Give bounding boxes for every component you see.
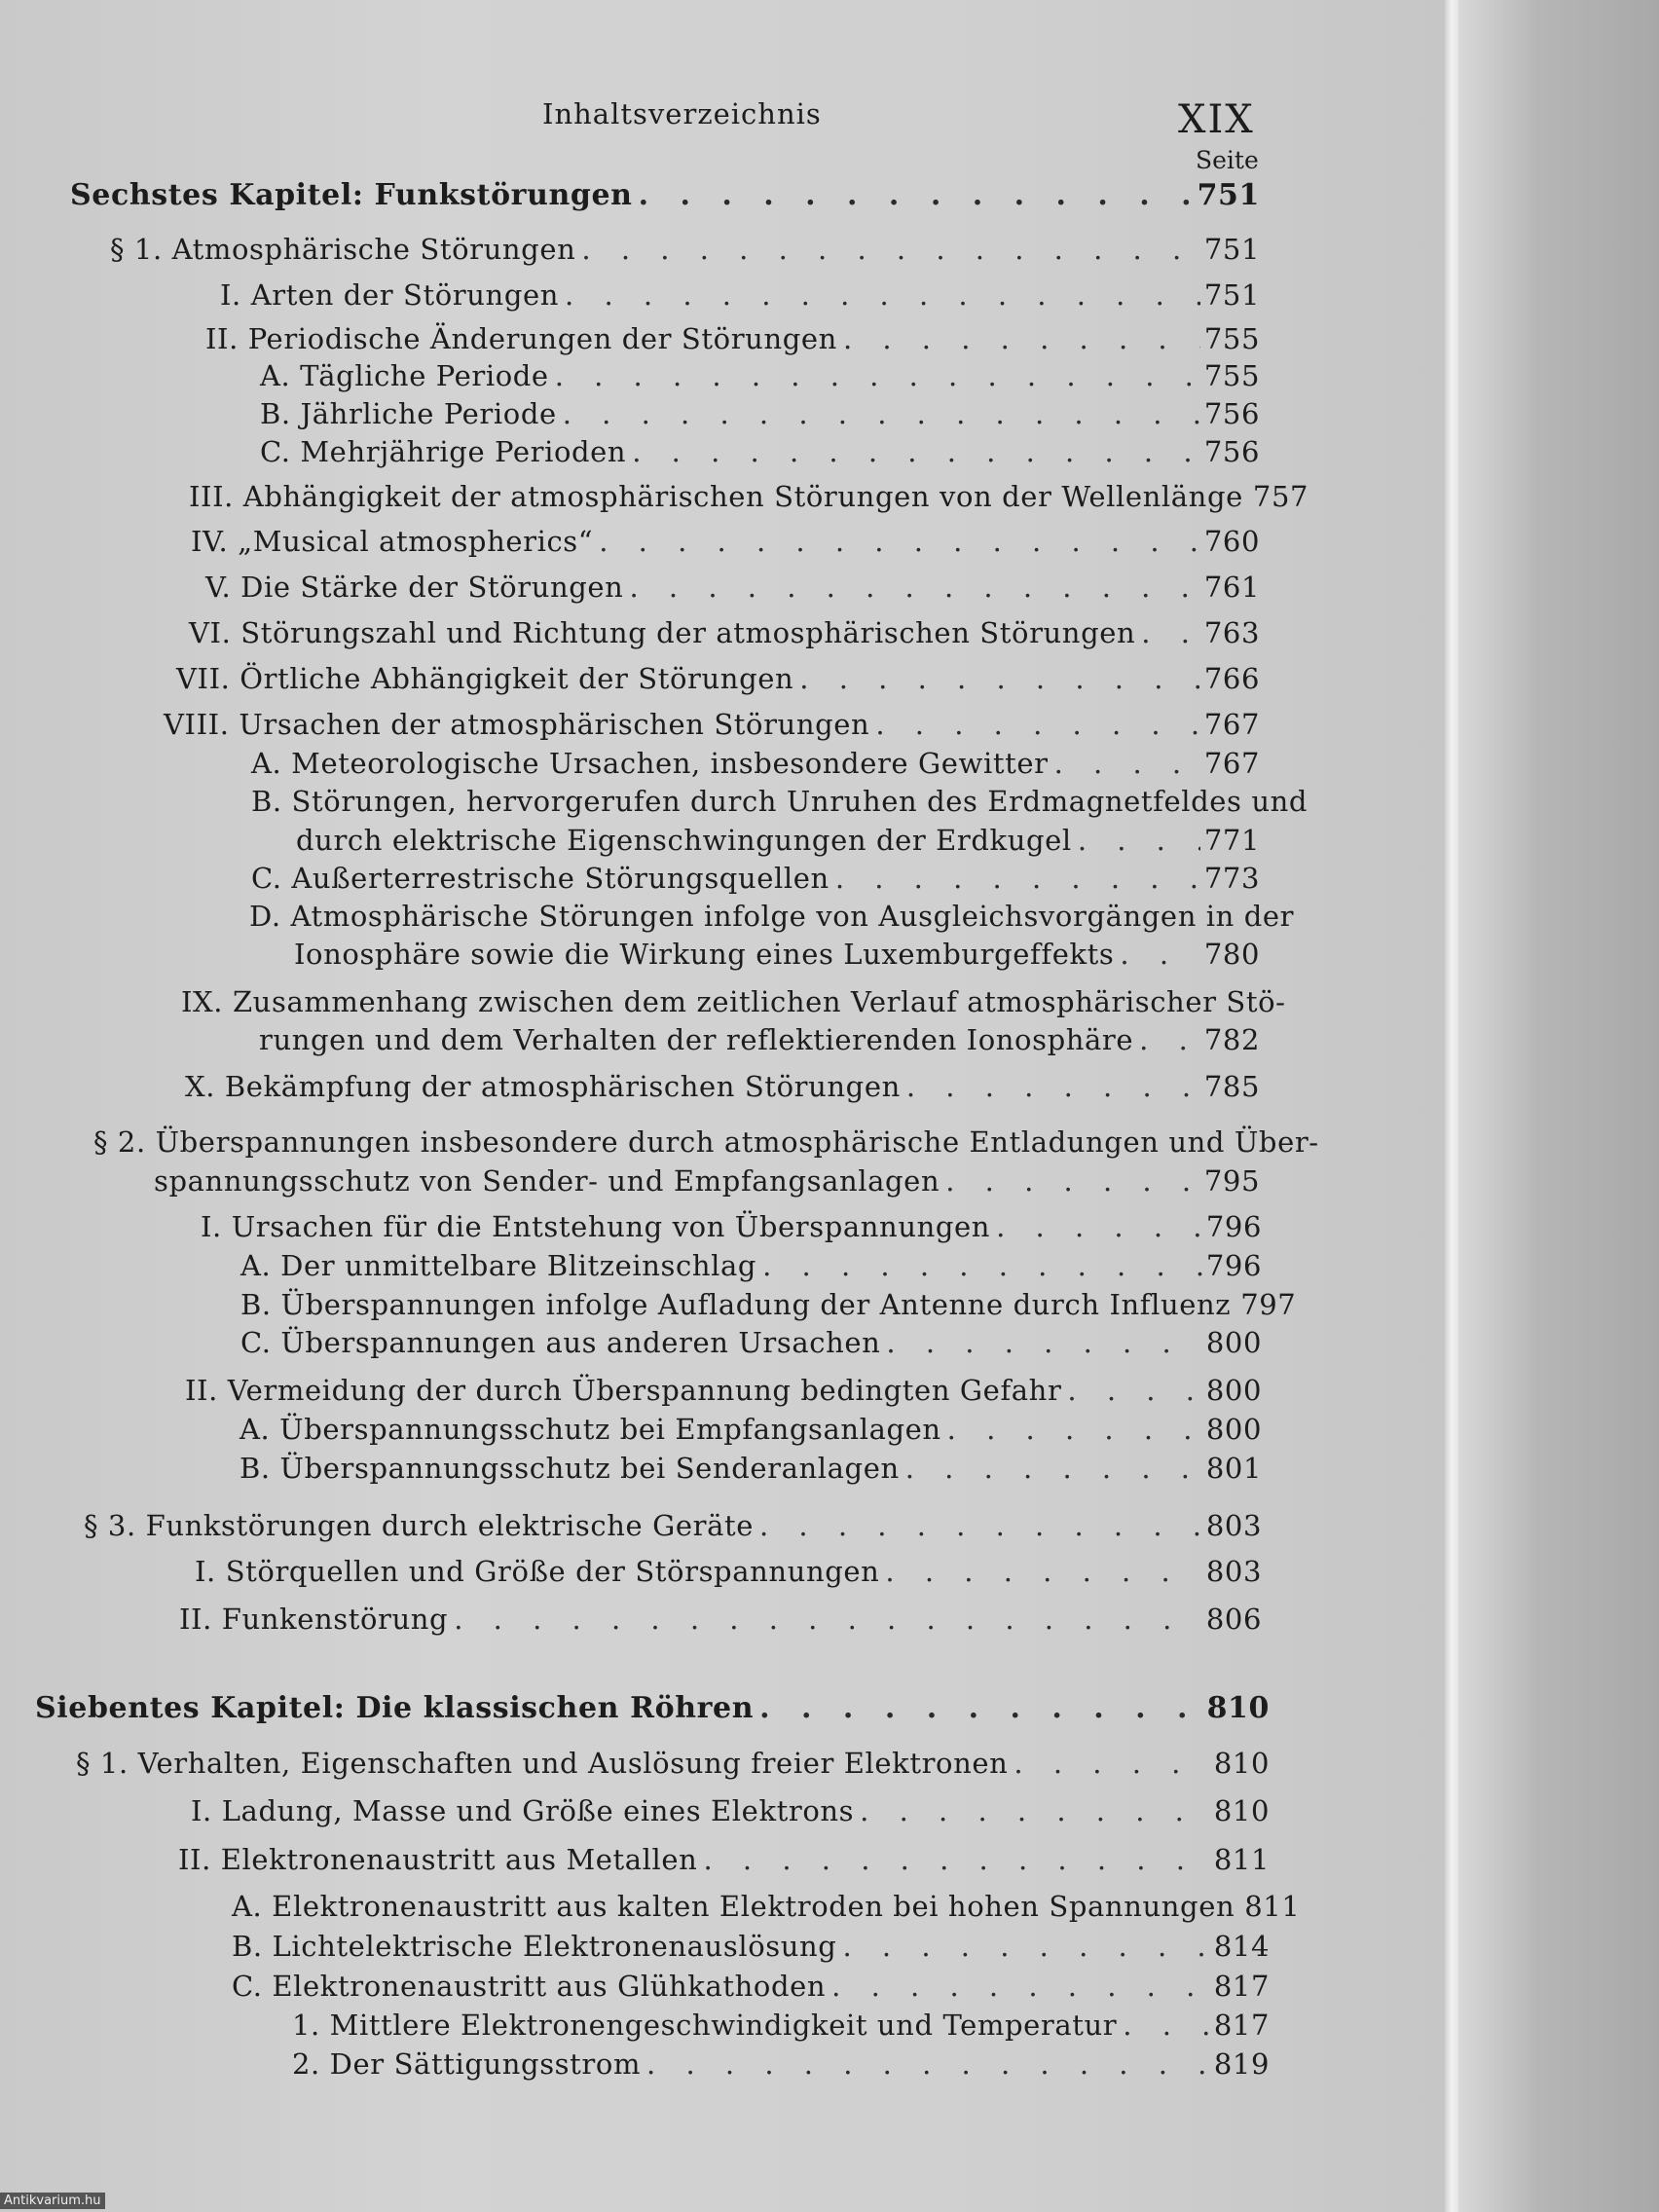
toc-entry	[191, 1791, 1270, 1830]
toc-entry-label: B. Jährliche Periode	[260, 397, 557, 430]
toc-page-ref: 819	[1213, 2047, 1270, 2081]
toc-entry	[296, 821, 1260, 860]
running-title: Inhaltsverzeichnis	[542, 97, 822, 130]
toc-entry	[260, 432, 1260, 471]
toc-entry-continued: B. Störungen, hervorgerufen durch Unruhen des Erdmagnetfeldes und	[251, 785, 1309, 818]
toc-entry-label: VIII. Ursachen der atmosphärischen Störungen	[164, 708, 870, 741]
toc-page-ref: 751	[1203, 233, 1260, 266]
toc-entry-label: Siebentes Kapitel: Die klassischen Röhren	[35, 1691, 755, 1725]
toc-entry	[232, 1887, 1301, 1926]
toc-entry	[240, 1323, 1262, 1362]
toc-page-ref: 785	[1203, 1070, 1260, 1103]
toc-page-ref: 795	[1203, 1164, 1260, 1198]
toc-page-ref: 817	[1213, 1970, 1270, 2003]
toc-entry-label: VI. Störungszahl und Richtung der atmosphärischen Störungen	[189, 616, 1136, 649]
toc-entry-label: C. Außerterrestrische Störungsquellen	[251, 862, 830, 895]
toc-page-ref: 751	[1203, 278, 1260, 312]
toc-page-ref: 800	[1205, 1326, 1262, 1359]
toc-entry	[189, 613, 1260, 652]
toc-page-ref: 782	[1203, 1023, 1260, 1056]
toc-entry	[110, 230, 1260, 269]
toc-entry-label: II. Funkenstörung	[179, 1603, 449, 1636]
toc-page-ref: 810	[1213, 1794, 1270, 1827]
toc-entry-continued: D. Atmosphärische Störungen infolge von Ausgleichsvorgängen in der	[249, 900, 1295, 933]
toc-page-ref: 803	[1205, 1509, 1262, 1542]
toc-entry	[292, 2006, 1270, 2045]
toc-entry-label: C. Überspannungen aus anderen Ursachen	[240, 1326, 881, 1359]
toc-entry-label: B. Überspannungsschutz bei Senderanlagen	[240, 1452, 900, 1485]
toc-entry-label: V. Die Stärke der Störungen	[205, 571, 624, 604]
toc-entry	[84, 1506, 1262, 1545]
toc-entry	[205, 568, 1260, 607]
toc-entry	[176, 659, 1260, 698]
toc-entry-label: II. Vermeidung der durch Überspannung bedingten Gefahr	[185, 1374, 1062, 1407]
toc-entry-label: C. Mehrjährige Perioden	[260, 435, 627, 468]
toc-page-ref: 800	[1205, 1413, 1262, 1446]
toc-page-ref: 756	[1203, 435, 1260, 468]
toc-page-ref: 755	[1203, 359, 1260, 392]
toc-page-ref: 755	[1203, 322, 1260, 355]
toc-entry	[240, 1410, 1262, 1449]
toc-page-ref: 797	[1240, 1288, 1297, 1321]
page-column-label: Seite	[1196, 146, 1259, 174]
toc-entry	[205, 319, 1260, 358]
toc-entry-label: § 1. Atmosphärische Störungen	[110, 233, 576, 266]
toc-entry	[178, 1840, 1270, 1879]
toc-entry	[220, 276, 1260, 314]
toc-entry-label: I. Ursachen für die Entstehung von Überspannungen	[201, 1210, 991, 1243]
toc-page-ref: 767	[1203, 708, 1260, 741]
toc-entry-label: 1. Mittlere Elektronengeschwindigkeit und Temperatur	[292, 2009, 1118, 2042]
toc-entry	[240, 1449, 1262, 1488]
toc-entry	[232, 1927, 1270, 1966]
toc-entry	[260, 356, 1260, 395]
toc-entry-label: Sechstes Kapitel: Funkstörungen	[70, 178, 633, 212]
toc-page-ref: 796	[1205, 1210, 1262, 1243]
toc-entry	[292, 2045, 1270, 2083]
toc-entry-label: 2. Der Sättigungsstrom	[292, 2047, 642, 2081]
toc-entry-label: C. Elektronenaustritt aus Glühkathoden	[232, 1970, 827, 2003]
toc-entry	[185, 1371, 1262, 1410]
toc-entry-label: I. Störquellen und Größe der Störspannungen	[195, 1555, 880, 1588]
toc-entry-label: II. Periodische Änderungen der Störungen	[205, 322, 837, 355]
toc-page-ref: 756	[1203, 397, 1260, 430]
toc-entry	[185, 1067, 1260, 1106]
page-edge	[1445, 0, 1458, 2212]
toc-page-ref: 761	[1203, 571, 1260, 604]
toc-chapter-7	[35, 1689, 1270, 1728]
toc-entry	[259, 1020, 1260, 1059]
toc-entry-label: B. Lichtelektrische Elektronenauslösung	[232, 1930, 837, 1963]
toc-entry	[179, 1600, 1262, 1639]
toc-page-ref: 801	[1205, 1452, 1262, 1485]
toc-entry-continued: IX. Zusammenhang zwischen dem zeitlichen Verlauf atmosphärischer Stö-	[181, 985, 1286, 1018]
toc-page-ref: 771	[1203, 824, 1260, 857]
toc-entry	[294, 935, 1260, 974]
toc-page-ref: 763	[1203, 616, 1260, 649]
toc-page-ref: 751	[1197, 178, 1260, 212]
toc-page-ref: 796	[1205, 1249, 1262, 1282]
toc-entry	[164, 705, 1260, 744]
toc-page-ref: 773	[1203, 862, 1260, 895]
toc-entry-continued: § 2. Überspannungen insbesondere durch atmosphärische Entladungen und Über-	[93, 1125, 1319, 1159]
toc-entry-label: § 3. Funkstörungen durch elektrische Geräte	[84, 1509, 754, 1542]
toc-entry-label: A. Der unmittelbare Blitzeinschlag	[240, 1249, 757, 1282]
toc-entry	[189, 477, 1309, 516]
toc-entry-label: II. Elektronenaustritt aus Metallen	[178, 1843, 698, 1876]
toc-page-ref: 760	[1203, 525, 1260, 558]
toc-entry	[260, 394, 1260, 433]
toc-page-ref: 810	[1206, 1691, 1270, 1725]
toc-entry-label: A. Elektronenaustritt aus kalten Elektroden bei hohen Spannungen	[232, 1890, 1235, 1923]
toc-entry	[191, 522, 1260, 561]
toc-entry	[240, 1246, 1262, 1285]
toc-page-ref: 817	[1213, 2009, 1270, 2042]
scan-background	[1458, 0, 1659, 2212]
toc-entry-label: durch elektrische Eigenschwingungen der Erdkugel	[296, 824, 1072, 857]
toc-entry-label: A. Meteorologische Ursachen, insbesondere Gewitter	[251, 747, 1049, 780]
toc-entry-label: A. Überspannungsschutz bei Empfangsanlagen	[240, 1413, 941, 1446]
toc-page-ref: 757	[1252, 480, 1309, 513]
toc-page-ref: 806	[1205, 1603, 1262, 1636]
toc-entry-label: III. Abhängigkeit der atmosphärischen Störungen von der Wellenlänge	[189, 480, 1243, 513]
toc-entry-label: Ionosphäre sowie die Wirkung eines Luxemburgeffekts	[294, 938, 1115, 971]
toc-entry	[251, 859, 1260, 898]
toc-page-ref: 810	[1213, 1747, 1270, 1780]
toc-chapter-6	[70, 176, 1260, 215]
toc-entry	[195, 1552, 1262, 1591]
toc-entry	[232, 1967, 1270, 2006]
toc-page-ref: 767	[1203, 747, 1260, 780]
toc-page-ref: 803	[1205, 1555, 1262, 1588]
toc-page-ref: 766	[1203, 662, 1260, 695]
toc-entry-label: B. Überspannungen infolge Aufladung der Antenne durch Influenz	[240, 1288, 1232, 1321]
toc-entry	[154, 1161, 1260, 1200]
toc-page-ref: 811	[1213, 1843, 1270, 1876]
page-number: XIX	[1178, 97, 1255, 142]
toc-entry	[201, 1207, 1262, 1246]
toc-entry-label: I. Arten der Störungen	[220, 278, 560, 312]
toc-entry	[76, 1744, 1270, 1783]
toc-entry-label: I. Ladung, Masse und Größe eines Elektrons	[191, 1794, 855, 1827]
toc-page-ref: 814	[1213, 1930, 1270, 1963]
toc-entry-label: VII. Örtliche Abhängigkeit der Störungen	[176, 662, 794, 695]
toc-entry-label: § 1. Verhalten, Eigenschaften und Auslösung freier Elektronen	[76, 1747, 1009, 1780]
toc-page-ref: 811	[1244, 1890, 1301, 1923]
toc-entry-label: A. Tägliche Periode	[260, 359, 549, 392]
toc-entry-label: IV. „Musical atmospherics“	[191, 525, 594, 558]
toc-page-ref: 800	[1205, 1374, 1262, 1407]
toc-entry	[240, 1285, 1297, 1324]
watermark: Antikvarium.hu	[0, 2193, 105, 2209]
toc-entry-label: rungen und dem Verhalten der reflektierenden Ionosphäre	[259, 1023, 1134, 1056]
toc-entry-label: spannungsschutz von Sender- und Empfangsanlagen	[154, 1164, 940, 1198]
toc-entry-label: X. Bekämpfung der atmosphärischen Störungen	[185, 1070, 901, 1103]
toc-page-ref: 780	[1203, 938, 1260, 971]
toc-entry	[251, 744, 1260, 783]
